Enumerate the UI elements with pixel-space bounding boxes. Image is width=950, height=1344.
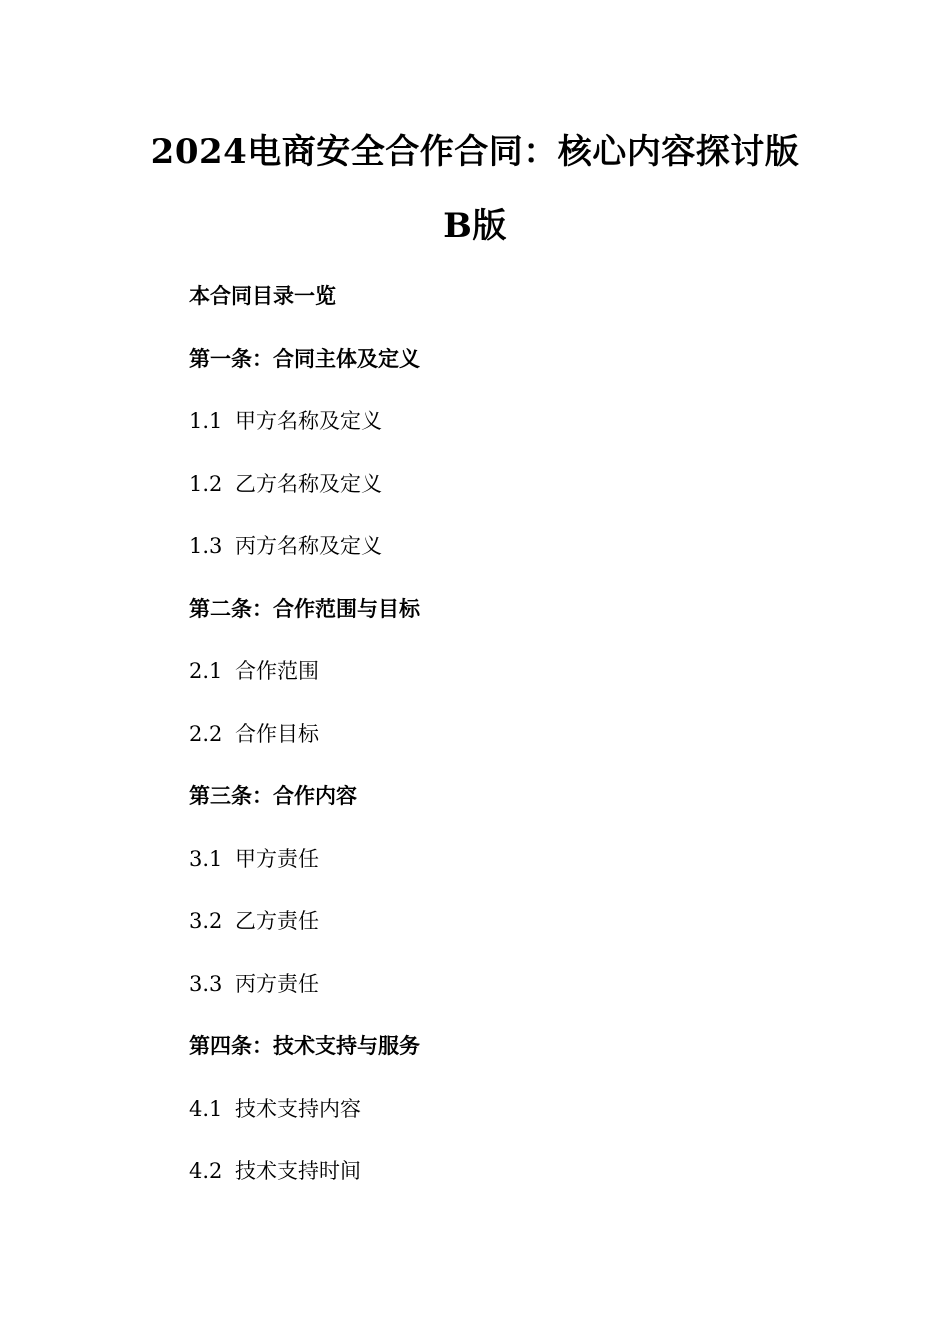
toc-item — [189, 530, 869, 593]
toc-item-number: 3.1 — [189, 846, 223, 871]
toc-item-number: 3.2 — [189, 909, 223, 933]
document-title-line-1: 2024电商安全合作合同：核心内容探讨版 — [150, 132, 800, 172]
section-heading: 第一条：合同主体及定义 — [189, 345, 420, 371]
document-title-line-2: B版 — [443, 206, 507, 246]
toc-item-number: 4.2 — [189, 1159, 223, 1183]
table-of-contents — [189, 280, 869, 1218]
toc-item — [189, 405, 869, 468]
toc-item-text: 乙方名称及定义 — [235, 471, 382, 496]
section-heading: 第四条：技术支持与服务 — [189, 1033, 420, 1058]
toc-item-text: 甲方名称及定义 — [235, 409, 382, 433]
toc-item-text: 技术支持时间 — [235, 1159, 361, 1183]
toc-item-number: 1.3 — [189, 534, 223, 558]
section-heading: 第三条：合作内容 — [189, 783, 357, 808]
toc-item-number: 2.1 — [189, 659, 223, 683]
toc-item — [189, 968, 869, 1031]
toc-item-text: 乙方责任 — [235, 909, 319, 933]
toc-item-number: 1.1 — [189, 409, 223, 433]
section-heading: 第二条：合作范围与目标 — [189, 595, 420, 621]
toc-item-number: 3.3 — [189, 971, 223, 996]
toc-item — [189, 843, 869, 906]
toc-item-text: 技术支持内容 — [235, 1096, 361, 1121]
toc-item — [189, 1093, 869, 1156]
toc-heading: 本合同目录一览 — [189, 283, 336, 308]
toc-item-number: 2.2 — [189, 721, 223, 746]
toc-item — [189, 1155, 869, 1218]
toc-item-text: 甲方责任 — [235, 846, 319, 871]
toc-item — [189, 718, 869, 781]
toc-item — [189, 468, 869, 531]
toc-item-text: 丙方责任 — [235, 971, 319, 996]
toc-item-text: 合作目标 — [235, 721, 319, 746]
toc-item-number: 1.2 — [189, 471, 223, 496]
toc-item-text: 丙方名称及定义 — [235, 534, 382, 558]
toc-item — [189, 655, 869, 718]
toc-item-number: 4.1 — [189, 1096, 223, 1121]
toc-item-text: 合作范围 — [235, 659, 319, 683]
toc-item — [189, 905, 869, 968]
